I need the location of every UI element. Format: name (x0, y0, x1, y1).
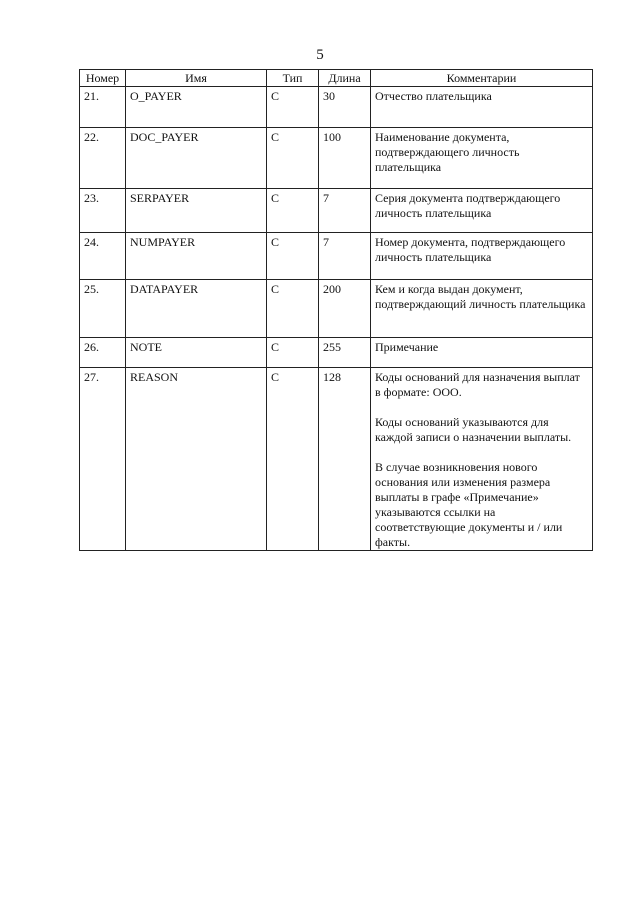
table-row (80, 233, 593, 280)
field-length: 200 (319, 280, 371, 338)
field-comment (371, 128, 593, 189)
fields-table (79, 69, 593, 551)
table-row (80, 368, 593, 551)
field-name: REASON (126, 368, 267, 551)
comment-paragraph: Примечание (375, 340, 439, 354)
comment-paragraph: Номер документа, подтверждающего личность плательщика (375, 235, 566, 264)
page-number: 5 (316, 47, 324, 63)
field-type: C (267, 280, 319, 338)
field-length: 255 (319, 338, 371, 368)
field-type: C (267, 368, 319, 551)
comment-paragraph: Коды оснований указываются для каждой записи о назначении выплаты. (375, 415, 572, 444)
table-row (80, 189, 593, 233)
row-number: 26. (80, 338, 126, 368)
row-number: 23. (80, 189, 126, 233)
table-header-row (80, 70, 593, 87)
header-comment: Комментарии (371, 70, 593, 87)
field-type: C (267, 189, 319, 233)
table-row (80, 280, 593, 338)
field-name: DATAPAYER (126, 280, 267, 338)
field-length: 128 (319, 368, 371, 551)
field-type: C (267, 233, 319, 280)
field-comment (371, 368, 593, 551)
field-length: 30 (319, 87, 371, 128)
field-type: C (267, 338, 319, 368)
comment-paragraph: Серия документа подтверждающего личность плательщика (375, 191, 561, 220)
table-row (80, 338, 593, 368)
comment-paragraph: Коды оснований для назначения выплат в формате: ООО. (375, 370, 580, 399)
field-comment (371, 280, 593, 338)
field-comment (371, 87, 593, 128)
field-comment (371, 189, 593, 233)
header-name: Имя (126, 70, 267, 87)
comment-paragraph: Кем и когда выдан документ, подтверждающий личность плательщика (375, 282, 586, 311)
header-number: Номер (80, 70, 126, 87)
field-name: SERPAYER (126, 189, 267, 233)
field-length: 100 (319, 128, 371, 189)
comment-paragraph: Отчество плательщика (375, 89, 492, 103)
header-length: Длина (319, 70, 371, 87)
row-number: 24. (80, 233, 126, 280)
row-number: 21. (80, 87, 126, 128)
field-comment (371, 338, 593, 368)
field-length: 7 (319, 233, 371, 280)
table-row (80, 128, 593, 189)
field-comment (371, 233, 593, 280)
field-name: NOTE (126, 338, 267, 368)
comment-paragraph: В случае возникновения нового основания или изменения размера выплаты в графе «Примечание» указываются ссылки на соответствующие документы и / или факты. (375, 460, 563, 549)
row-number: 22. (80, 128, 126, 189)
table-body (80, 87, 593, 551)
field-type: C (267, 87, 319, 128)
field-name: NUMPAYER (126, 233, 267, 280)
header-type: Тип (267, 70, 319, 87)
row-number: 27. (80, 368, 126, 551)
field-name: O_PAYER (126, 87, 267, 128)
row-number: 25. (80, 280, 126, 338)
field-name: DOC_PAYER (126, 128, 267, 189)
field-length: 7 (319, 189, 371, 233)
field-type: C (267, 128, 319, 189)
table-row (80, 87, 593, 128)
comment-paragraph: Наименование документа, подтверждающего личность плательщика (375, 130, 520, 174)
